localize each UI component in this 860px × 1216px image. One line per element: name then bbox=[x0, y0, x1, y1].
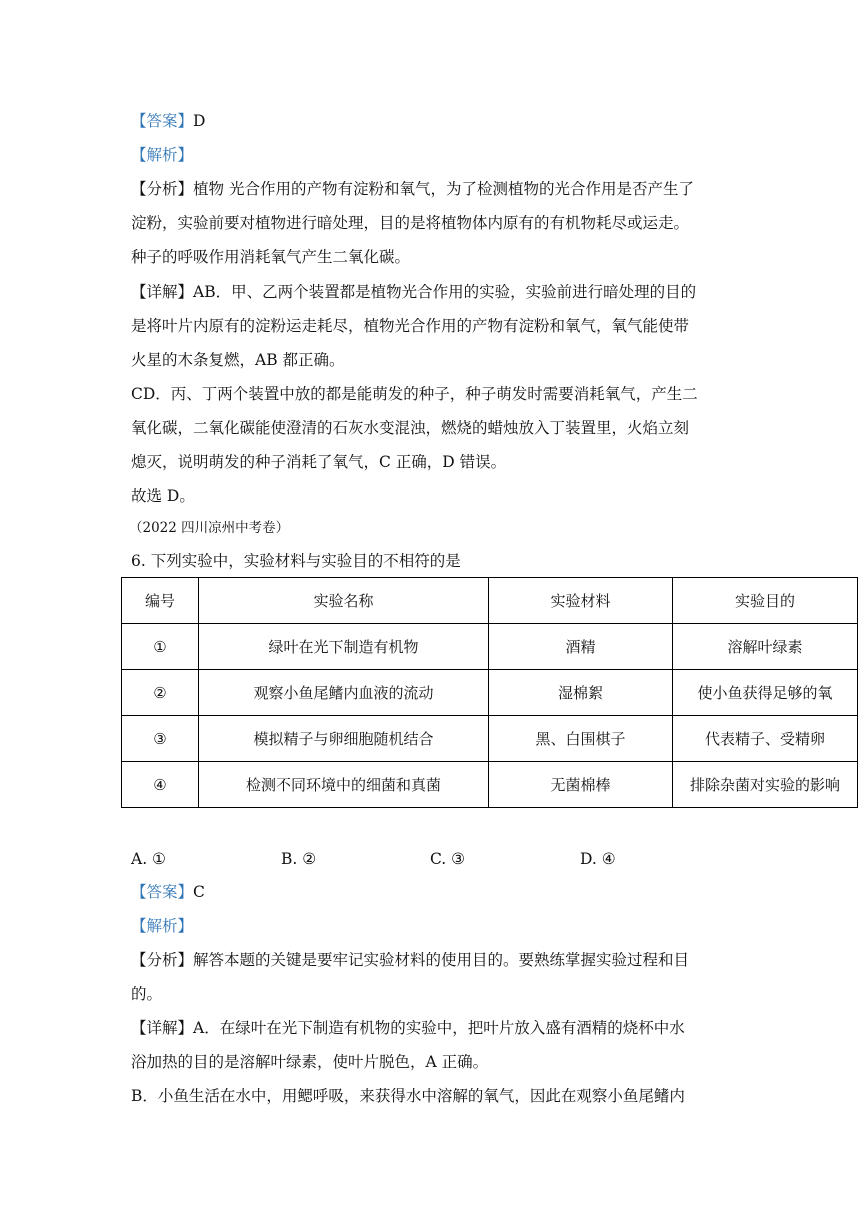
table-cell: 观察小鱼尾鳍内血液的流动 bbox=[199, 670, 489, 716]
table-cell: ② bbox=[122, 670, 199, 716]
analysis-tag: 【解析】 bbox=[131, 917, 194, 935]
option-c: C. ③ bbox=[430, 850, 466, 868]
fenxi-line-q5-2: 淀粉，实验前要对植物进行暗处理，目的是将植物体内原有的有机物耗尽或运走。 bbox=[131, 214, 690, 232]
answer-line-q5 bbox=[131, 111, 205, 131]
table-cell: 模拟精子与卵细胞随机结合 bbox=[199, 716, 489, 762]
fenxi-text: 植物 光合作用的产物有淀粉和氧气，为了检测植物的光合作用是否产生了 bbox=[193, 180, 694, 198]
table-cell: 湿棉絮 bbox=[489, 670, 673, 716]
analysis-heading-q5 bbox=[131, 145, 193, 165]
xiangjie-text: AB．甲、乙两个装置都是植物光合作用的实验，实验前进行暗处理的目的 bbox=[193, 283, 697, 301]
table-row bbox=[122, 624, 858, 670]
option-d: D. ④ bbox=[580, 850, 616, 868]
table-cell: 检测不同环境中的细菌和真菌 bbox=[199, 762, 489, 808]
fenxi-line-q6-2: 的。 bbox=[131, 985, 163, 1003]
answer-tag: 【答案】 bbox=[131, 112, 194, 130]
question-stem-q6: 6. 下列实验中，实验材料与实验目的不相符的是 bbox=[131, 552, 461, 570]
xiangjie-text: A．在绿叶在光下制造有机物的实验中，把叶片放入盛有酒精的烧杯中水 bbox=[193, 1019, 685, 1037]
answer-line-q6 bbox=[131, 882, 205, 902]
xiangjie-line-q5-7: 故选 D。 bbox=[131, 487, 195, 505]
table-header-row bbox=[122, 578, 858, 624]
table-cell: 代表精子、受精卵 bbox=[673, 716, 858, 762]
table-cell: 黑、白围棋子 bbox=[489, 716, 673, 762]
analysis-tag: 【解析】 bbox=[131, 146, 194, 164]
answer-value: D bbox=[193, 112, 206, 130]
table-header-cell: 编号 bbox=[122, 578, 199, 624]
table-row bbox=[122, 762, 858, 808]
xiangjie-line-q6-3: B．小鱼生活在水中，用鳃呼吸，来获得水中溶解的氧气，因此在观察小鱼尾鳍内 bbox=[131, 1087, 685, 1105]
table-cell: 使小鱼获得足够的氧 bbox=[673, 670, 858, 716]
xiangjie-line-q6-1 bbox=[131, 1018, 685, 1038]
xiangjie-tag: 【详解】 bbox=[131, 283, 194, 301]
fenxi-line-q5-1 bbox=[131, 179, 694, 199]
table-cell: ④ bbox=[122, 762, 199, 808]
xiangjie-line-q5-3: 火星的木条复燃，AB 都正确。 bbox=[131, 351, 345, 369]
xiangjie-tag: 【详解】 bbox=[131, 1019, 194, 1037]
xiangjie-line-q5-5: 氧化碳，二氧化碳能使澄清的石灰水变混浊，燃烧的蜡烛放入丁装置里，火焰立刻 bbox=[131, 419, 690, 437]
table-row bbox=[122, 670, 858, 716]
table-cell: ① bbox=[122, 624, 199, 670]
answer-tag: 【答案】 bbox=[131, 883, 194, 901]
table-header-cell: 实验名称 bbox=[199, 578, 489, 624]
table-cell: 排除杂菌对实验的影响 bbox=[673, 762, 858, 808]
option-a: A. ① bbox=[131, 850, 166, 868]
table-cell: ③ bbox=[122, 716, 199, 762]
source-note: （2022 四川凉州中考卷） bbox=[129, 520, 290, 536]
xiangjie-line-q5-4: CD．丙、丁两个装置中放的都是能萌发的种子，种子萌发时需要消耗氧气，产生二 bbox=[131, 385, 698, 403]
xiangjie-line-q6-2: 浴加热的目的是溶解叶绿素，使叶片脱色，A 正确。 bbox=[131, 1053, 489, 1071]
table-header-cell: 实验目的 bbox=[673, 578, 858, 624]
table-row bbox=[122, 716, 858, 762]
experiment-table bbox=[121, 577, 858, 808]
analysis-heading-q6 bbox=[131, 916, 193, 936]
table-header-cell: 实验材料 bbox=[489, 578, 673, 624]
table-cell: 酒精 bbox=[489, 624, 673, 670]
fenxi-line-q5-3: 种子的呼吸作用消耗氧气产生二氧化碳。 bbox=[131, 248, 411, 266]
xiangjie-line-q5-6: 熄灭，说明萌发的种子消耗了氧气，C 正确，D 错误。 bbox=[131, 453, 507, 471]
table-cell: 绿叶在光下制造有机物 bbox=[199, 624, 489, 670]
fenxi-tag: 【分析】 bbox=[131, 180, 194, 198]
fenxi-tag: 【分析】 bbox=[131, 951, 194, 969]
option-b: B. ② bbox=[281, 850, 317, 868]
table-cell: 溶解叶绿素 bbox=[673, 624, 858, 670]
xiangjie-line-q5-1 bbox=[131, 282, 696, 302]
xiangjie-line-q5-2: 是将叶片内原有的淀粉运走耗尽，植物光合作用的产物有淀粉和氧气，氧气能使带 bbox=[131, 317, 690, 335]
fenxi-text: 解答本题的关键是要牢记实验材料的使用目的。要熟练掌握实验过程和目 bbox=[193, 951, 690, 969]
table-cell: 无菌棉棒 bbox=[489, 762, 673, 808]
answer-value: C bbox=[193, 883, 205, 901]
fenxi-line-q6-1 bbox=[131, 950, 689, 970]
